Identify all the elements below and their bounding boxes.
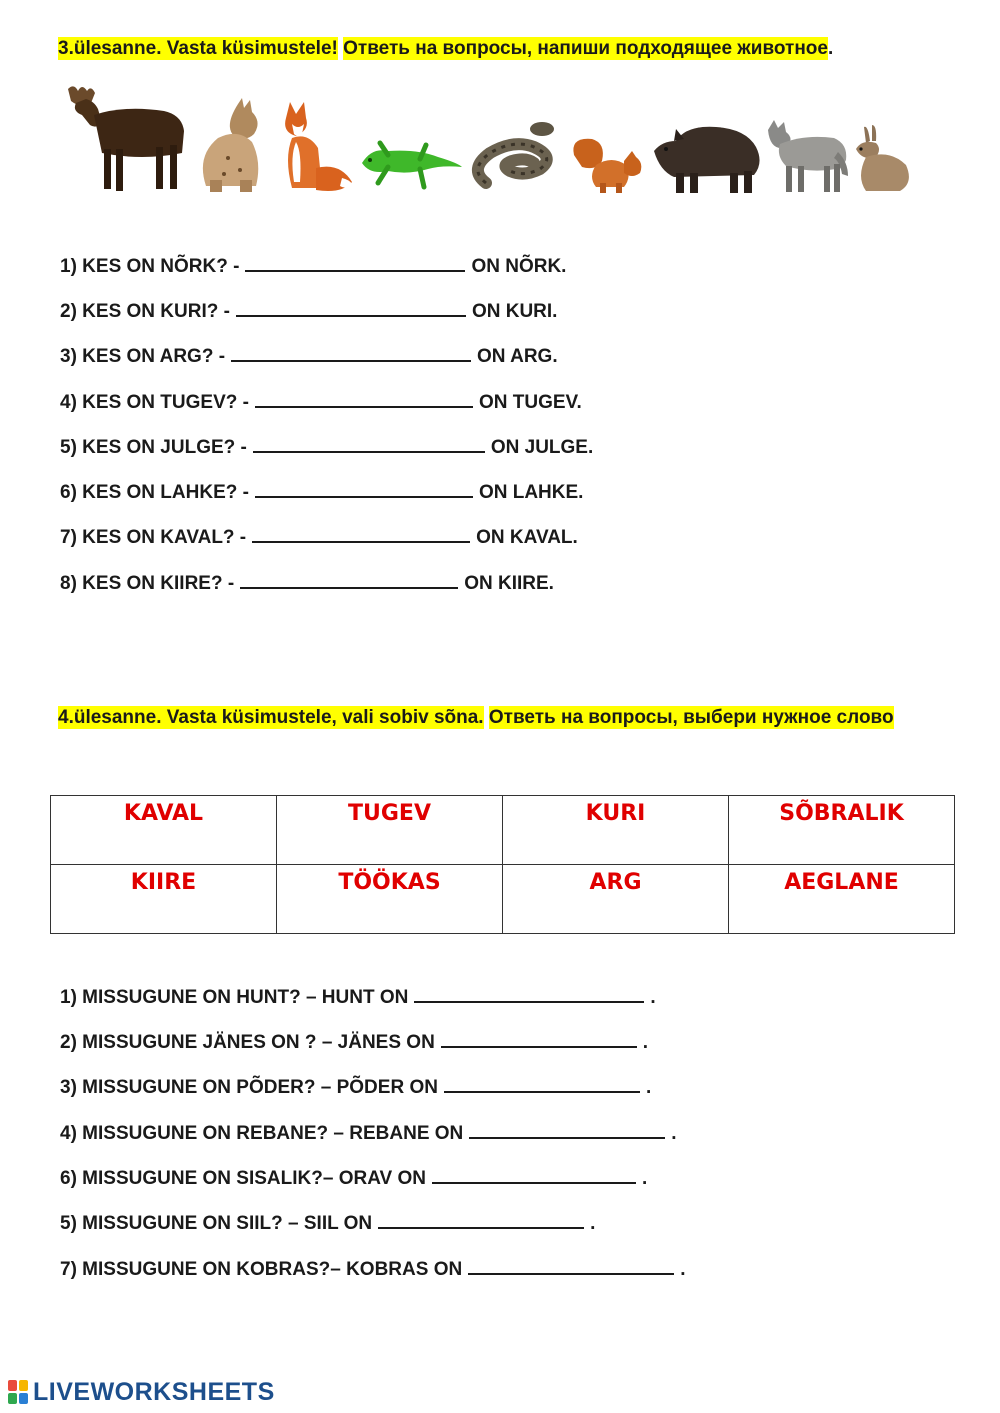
word-bank-row <box>51 865 955 934</box>
question-ending: ON KURI. <box>471 301 558 322</box>
task4-heading <box>58 707 894 729</box>
word-cell: KAVAL <box>51 796 277 865</box>
liveworksheets-logo[interactable] <box>8 1378 275 1407</box>
logo-text: LIVEWORKSHEETS <box>33 1378 275 1406</box>
animal-strip <box>58 78 918 193</box>
logo-mark-icon <box>8 1380 30 1406</box>
snake-image <box>466 121 566 193</box>
answer-blank[interactable] <box>444 1074 640 1093</box>
question-ending: . <box>645 1077 652 1098</box>
task4-question-5 <box>60 1165 647 1190</box>
task4-question-2 <box>60 1029 648 1054</box>
answer-blank[interactable] <box>252 524 470 543</box>
task4-question-7 <box>60 1256 685 1281</box>
answer-blank[interactable] <box>432 1165 636 1184</box>
task4-question-3 <box>60 1074 651 1099</box>
answer-blank[interactable] <box>240 570 458 589</box>
answer-blank[interactable] <box>469 1120 665 1139</box>
task4-question-4 <box>60 1120 677 1145</box>
squirrel-image <box>570 135 650 193</box>
question-text: 8) KES ON KIIRE? - <box>60 573 235 594</box>
task3-heading <box>58 38 833 60</box>
task4-heading-ru: Ответь на вопросы, выбери нужное слово <box>488 707 894 728</box>
lizard-image <box>358 133 463 193</box>
question-ending: ON NÕRK. <box>471 256 567 277</box>
question-text: 5) KES ON JULGE? - <box>60 437 247 458</box>
task4-question-1 <box>60 984 656 1009</box>
answer-blank[interactable] <box>231 343 471 362</box>
task3-question-6 <box>60 479 583 504</box>
word-bank-row <box>51 796 955 865</box>
answer-blank[interactable] <box>414 984 644 1003</box>
word-cell: KIIRE <box>51 865 277 934</box>
answer-blank[interactable] <box>245 253 465 272</box>
task3-question-4 <box>60 389 582 414</box>
question-ending: . <box>650 987 656 1008</box>
word-cell: ARG <box>503 865 729 934</box>
task3-question-5 <box>60 434 593 459</box>
answer-blank[interactable] <box>255 479 473 498</box>
question-text: 7) MISSUGUNE ON KOBRAS?– KOBRAS ON <box>60 1259 463 1280</box>
question-ending: . <box>671 1123 677 1144</box>
question-ending: . <box>590 1213 596 1234</box>
question-text: 3) MISSUGUNE ON PÕDER? – PÕDER ON <box>60 1077 438 1098</box>
task4-question-6 <box>60 1210 595 1235</box>
question-text: 1) MISSUGUNE ON HUNT? – HUNT ON <box>60 987 409 1008</box>
word-cell: KURI <box>503 796 729 865</box>
question-ending: ON KIIRE. <box>464 573 554 594</box>
task3-question-8 <box>60 570 554 595</box>
moose-image <box>58 81 193 193</box>
question-text: 4) MISSUGUNE ON REBANE? – REBANE ON <box>60 1123 464 1144</box>
question-ending: . <box>680 1259 686 1280</box>
task3-question-7 <box>60 524 578 549</box>
wolf-image <box>766 118 851 193</box>
word-cell: SÕBRALIK <box>729 796 955 865</box>
word-cell: TÖÖKAS <box>277 865 503 934</box>
hare-image <box>848 125 913 193</box>
task3-question-3 <box>60 343 558 368</box>
word-cell: TUGEV <box>277 796 503 865</box>
question-text: 5) MISSUGUNE ON SIIL? – SIIL ON <box>60 1213 373 1234</box>
task3-question-1 <box>60 253 566 278</box>
task4-heading-et: 4.ülesanne. Vasta küsimustele, vali sobiv sõna. <box>58 707 484 728</box>
task3-heading-ru: Ответь на вопросы, напиши подходящее животное <box>343 38 828 59</box>
question-text: 7) KES ON KAVAL? - <box>60 527 247 548</box>
question-text: 2) MISSUGUNE JÄNES ON ? – JÄNES ON <box>60 1032 435 1053</box>
lynx-image <box>188 98 270 193</box>
question-ending: ON JULGE. <box>490 437 594 458</box>
task3-question-2 <box>60 298 557 323</box>
task3-heading-et: 3.ülesanne. Vasta küsimustele! <box>58 38 338 59</box>
question-text: 3) KES ON ARG? - <box>60 346 226 367</box>
answer-blank[interactable] <box>468 1256 674 1275</box>
question-text: 6) KES ON LAHKE? - <box>60 482 249 503</box>
fox-image <box>276 98 354 193</box>
question-ending: ON ARG. <box>477 346 558 367</box>
word-bank-table <box>50 795 955 934</box>
answer-blank[interactable] <box>441 1029 637 1048</box>
answer-blank[interactable] <box>255 389 473 408</box>
boar-image <box>652 121 762 193</box>
word-cell: AEGLANE <box>729 865 955 934</box>
answer-blank[interactable] <box>253 434 485 453</box>
question-ending: ON LAHKE. <box>478 482 584 503</box>
question-text: 6) MISSUGUNE ON SISALIK?– ORAV ON <box>60 1168 426 1189</box>
question-text: 2) KES ON KURI? - <box>60 301 230 322</box>
question-ending: ON KAVAL. <box>476 527 578 548</box>
answer-blank[interactable] <box>378 1210 584 1229</box>
question-ending: . <box>641 1168 648 1189</box>
question-text: 4) KES ON TUGEV? - <box>60 392 249 413</box>
question-ending: ON TUGEV. <box>478 392 582 413</box>
question-ending: . <box>642 1032 649 1053</box>
answer-blank[interactable] <box>236 298 466 317</box>
question-text: 1) KES ON NÕRK? - <box>60 256 240 277</box>
task3-heading-end: . <box>827 38 834 59</box>
